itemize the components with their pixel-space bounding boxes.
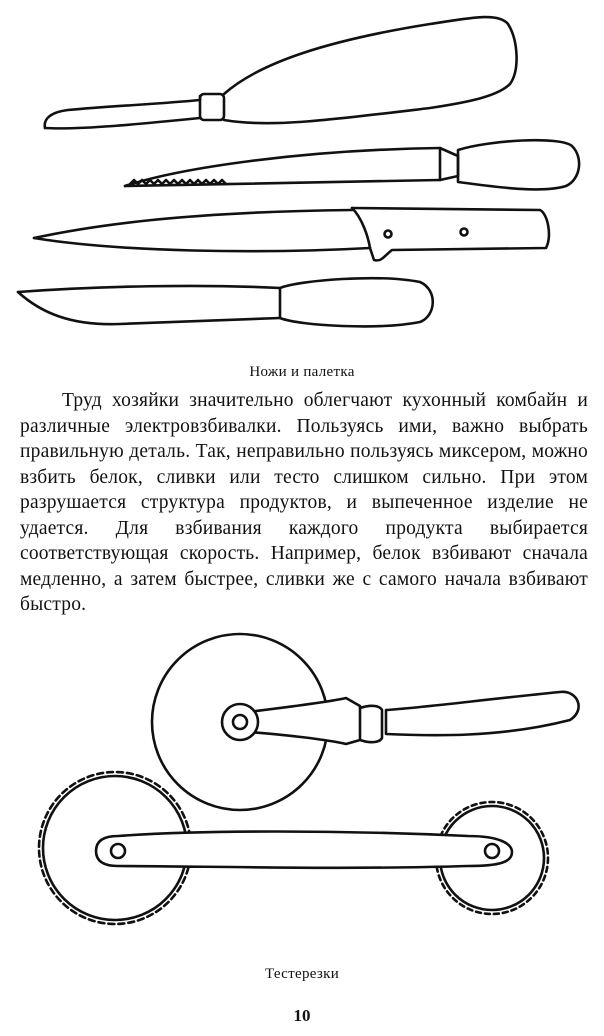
body-paragraph [20,388,588,618]
plain-wheel-cutter-drawing [152,634,579,810]
figure-caption-knives: Ножи и палетка [249,364,355,380]
spatula-drawing [45,17,517,128]
page-number: 10 [293,1006,311,1025]
figure-caption-cutters: Тестерезки [264,966,340,982]
bread-knife-drawing [125,140,579,189]
slicing-knife-drawing [18,278,433,326]
paragraph-text: Труд хозяйки значительно облегчают кухонный комбайн и различные электровзбивалки. Пользуясь ими, важно выбрать правильную деталь. Так, неправильно пользуясь миксером, можно взбить белок, сливки или тесто слишком сильно. При этом разрушается структура продуктов, и выпеченное изделие не удается. Для взбивания каждого продукта выбирается соответствующая скорость. Например, белок взбивают сначала медленно, а затем быстрее, сливки же с самого начала взбивают быстро. [20,390,588,615]
chef-knife-drawing [34,208,549,260]
serrated-double-cutter-drawing [39,772,548,924]
knives-illustration [0,0,604,350]
pastry-cutters-illustration [0,630,604,960]
